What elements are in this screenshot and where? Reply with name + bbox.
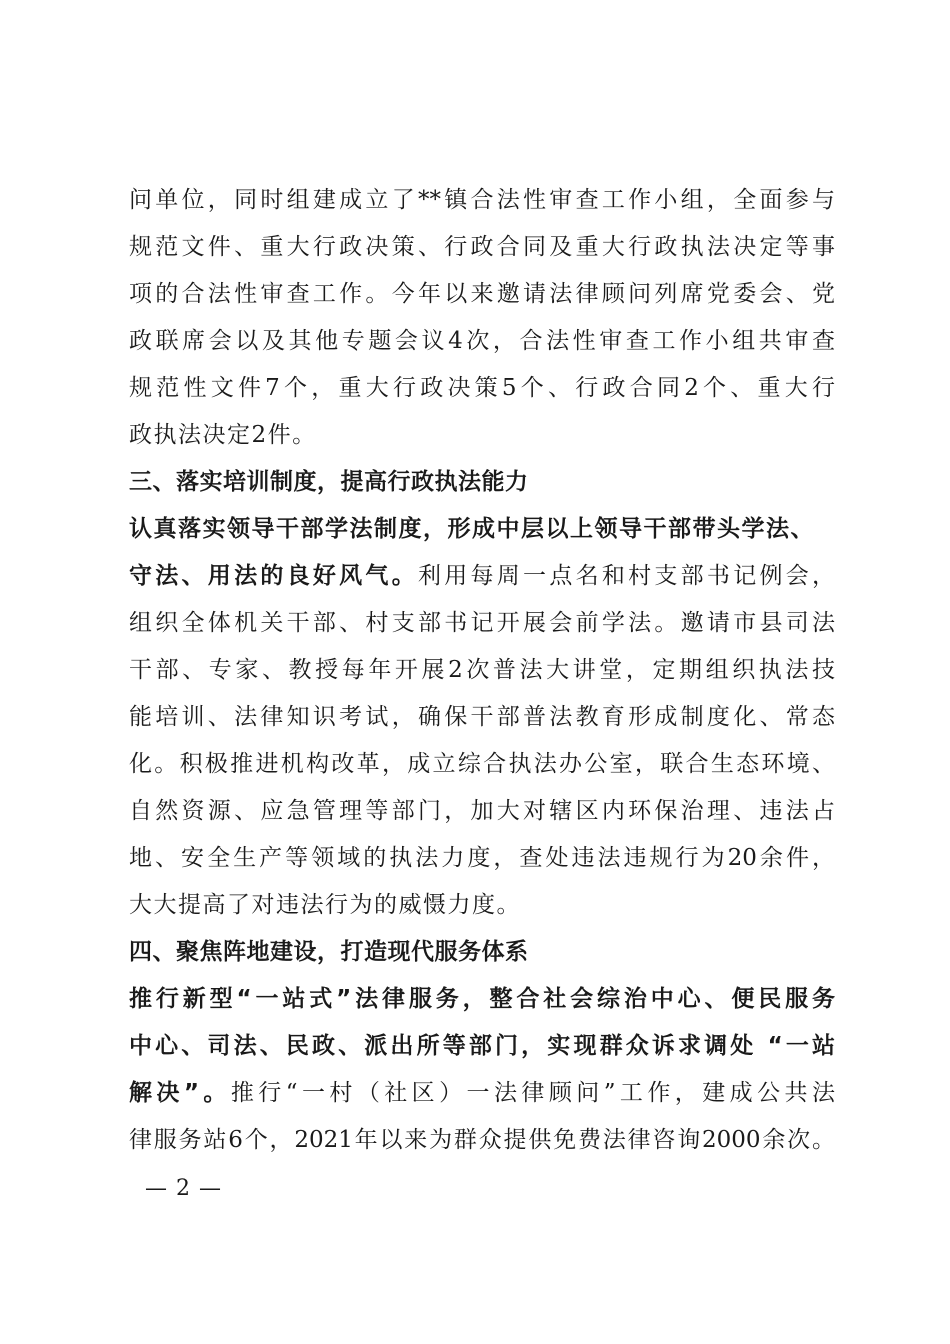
paragraph-training (129, 506, 835, 929)
text-bold: 守法、用法的良好风气。 (129, 563, 418, 589)
text-line-bold: 推行新型“一站式”法律服务，整合社会综治中心、便民服务 (129, 986, 835, 1012)
section-heading-service: 四、聚焦阵地建设，打造现代服务体系 (129, 939, 529, 965)
text-line (129, 1070, 835, 1117)
text-line (129, 553, 835, 600)
text-line: 干部、专家、教授每年开展2次普法大讲堂，定期组织执法技 (129, 657, 835, 683)
text-line-bold: 中心、司法、民政、派出所等部门，实现群众诉求调处 “一站 (129, 1033, 835, 1059)
paragraph-legal-review (129, 177, 835, 459)
text-bold: 解决”。 (129, 1080, 231, 1106)
text-line: 政联席会以及其他专题会议4次，合法性审查工作小组共审查 (129, 328, 835, 354)
text-line: 自然资源、应急管理等部门，加大对辖区内环保治理、违法占 (129, 798, 835, 824)
text-line: 化。积极推进机构改革，成立综合执法办公室，联合生态环境、 (129, 751, 835, 777)
text-regular: 利用每周一点名和村支部书记例会， (417, 563, 836, 589)
text-line: 地、安全生产等领域的执法力度，查处违法违规行为20余件， (129, 845, 835, 871)
paragraph-service (129, 976, 835, 1164)
text-line: 项的合法性审查工作。今年以来邀请法律顾问列席党委会、党 (129, 281, 835, 307)
text-line: 问单位，同时组建成立了**镇合法性审查工作小组，全面参与 (129, 187, 835, 213)
text-line: 律服务站6个，2021年以来为群众提供免费法律咨询2000余次。 (129, 1127, 835, 1153)
text-line: 政执法决定2件。 (129, 422, 317, 448)
text-line: 规范文件、重大行政决策、行政合同及重大行政执法决定等事 (129, 234, 835, 260)
text-line-bold: 认真落实领导干部学法制度，形成中层以上领导干部带头学法、 (129, 516, 815, 542)
document-body (129, 177, 835, 1164)
text-regular: 推行“一村（社区）一法律顾问”工作，建成公共法 (230, 1080, 835, 1106)
text-line: 规范性文件7个，重大行政决策5个、行政合同2个、重大行 (129, 375, 835, 401)
text-line: 大大提高了对违法行为的威慑力度。 (129, 892, 521, 918)
text-line: 组织全体机关干部、村支部书记开展会前学法。邀请市县司法 (129, 610, 835, 636)
page-number: — 2 — (145, 1176, 222, 1201)
text-line: 能培训、法律知识考试，确保干部普法教育形成制度化、常态 (129, 704, 835, 730)
section-heading-training: 三、落实培训制度，提高行政执法能力 (129, 469, 529, 495)
